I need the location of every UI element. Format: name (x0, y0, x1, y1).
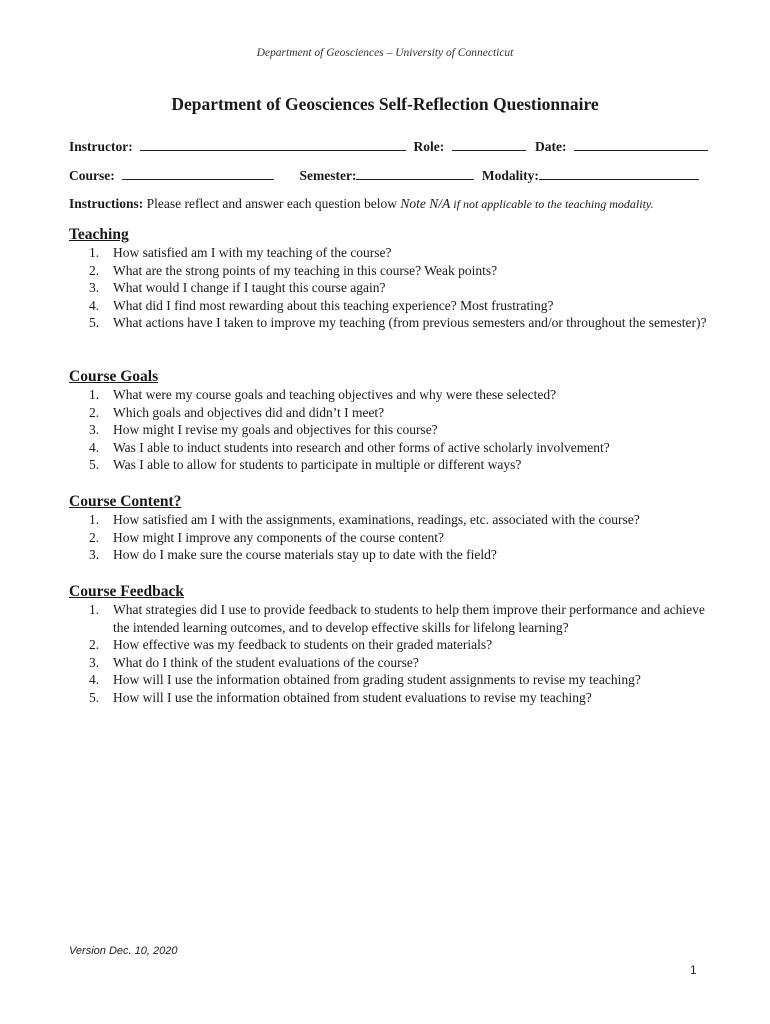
question-number: 1. (89, 387, 100, 402)
question-item (69, 297, 709, 315)
question-number: 4. (89, 672, 100, 687)
question-number: 1. (89, 512, 100, 527)
question-text: How satisfied am I with my teaching of the course? (113, 245, 392, 260)
question-list (69, 511, 709, 564)
question-text: What would I change if I taught this course again? (113, 280, 386, 295)
question-number: 5. (89, 315, 100, 330)
question-number: 2. (89, 637, 100, 652)
instructions-note-rest: if not applicable to the teaching modality. (450, 197, 654, 211)
section-teaching (69, 226, 709, 332)
instructor-blank[interactable] (140, 137, 406, 151)
course-label: Course: (69, 168, 115, 183)
question-text: How will I use the information obtained from student evaluations to revise my teaching? (113, 689, 592, 705)
section-course-goals (69, 368, 709, 474)
question-item (69, 314, 709, 332)
question-number: 5. (89, 689, 100, 705)
instructor-label: Instructor: (69, 139, 133, 154)
question-number: 3. (89, 654, 100, 670)
question-text: Which goals and objectives did and didn’t I meet? (113, 404, 385, 420)
modality-label: Modality: (481, 168, 539, 183)
question-list (69, 244, 709, 332)
question-text: How satisfied am I with the assignments, examinations, readings, etc. associated with the course? (113, 512, 640, 527)
question-item (69, 636, 709, 654)
question-item (69, 601, 709, 636)
question-item (69, 244, 709, 262)
question-number: 3. (89, 280, 100, 295)
course-blank[interactable] (122, 166, 274, 180)
version-footer: Version Dec. 10, 2020 (69, 945, 178, 957)
question-number: 2. (89, 404, 100, 420)
question-item (69, 529, 709, 547)
instructions-text: Please reflect and answer each question below (143, 196, 401, 211)
section-heading: Course Feedback (69, 583, 184, 600)
question-text: How will I use the information obtained from grading student assignments to revise my teaching? (113, 672, 641, 687)
instructions-note: Note N/A (400, 196, 451, 211)
question-number: 2. (89, 262, 100, 278)
question-text: How effective was my feedback to students on their graded materials? (113, 637, 493, 652)
question-item (69, 671, 709, 689)
section-course-content (69, 493, 709, 564)
question-item (69, 386, 709, 404)
instructions-label: Instructions: (69, 196, 144, 211)
role-label: Role: (413, 139, 445, 154)
question-item (69, 262, 709, 280)
question-list (69, 601, 709, 706)
page-number: 1 (690, 963, 697, 977)
semester-label: Semester: (299, 168, 357, 183)
question-number: 2. (89, 529, 100, 545)
question-number: 3. (89, 422, 100, 437)
question-text: What strategies did I use to provide feedback to students to help them improve their performance and achieve the intended learning outcomes, and to develop effective skills for lifelong learning? (113, 602, 705, 635)
header-fields-row-2 (69, 166, 699, 184)
question-number: 4. (89, 439, 100, 455)
question-text: What did I find most rewarding about this teaching experience? Most frustrating? (113, 297, 554, 313)
question-item (69, 404, 709, 422)
question-item (69, 439, 709, 457)
question-text: Was I able to allow for students to participate in multiple or different ways? (113, 457, 522, 472)
question-number: 4. (89, 297, 100, 313)
question-text: How do I make sure the course materials stay up to date with the field? (113, 547, 497, 562)
question-text: Was I able to induct students into research and other forms of active scholarly involvement? (113, 439, 610, 455)
question-item (69, 546, 709, 564)
question-text: What do I think of the student evaluations of the course? (113, 654, 419, 670)
question-text: How might I improve any components of the course content? (113, 529, 445, 545)
header-fields-row-1 (69, 137, 708, 155)
question-item (69, 456, 709, 474)
question-text: What actions have I taken to improve my teaching (from previous semesters and/or throughout the semester)? (113, 315, 707, 330)
modality-blank[interactable] (539, 166, 699, 180)
section-heading: Teaching (69, 226, 129, 243)
date-blank[interactable] (574, 137, 708, 151)
question-item (69, 689, 709, 707)
question-list (69, 386, 709, 474)
section-heading: Course Goals (69, 368, 159, 385)
question-item (69, 511, 709, 529)
question-item (69, 421, 709, 439)
date-label: Date: (535, 139, 567, 154)
question-number: 5. (89, 457, 100, 472)
question-text: How might I revise my goals and objectives for this course? (113, 422, 438, 437)
page-title: Department of Geosciences Self-Reflection Questionnaire (171, 94, 599, 114)
role-blank[interactable] (452, 137, 526, 151)
question-text: What are the strong points of my teaching in this course? Weak points? (113, 262, 498, 278)
question-item (69, 654, 709, 672)
question-number: 1. (89, 245, 100, 260)
semester-blank[interactable] (356, 166, 474, 180)
question-number: 1. (89, 602, 100, 617)
question-number: 3. (89, 547, 100, 562)
section-course-feedback (69, 583, 709, 706)
question-item (69, 279, 709, 297)
section-heading: Course Content? (69, 493, 182, 510)
running-header: Department of Geosciences – University of Connecticut (256, 47, 514, 59)
instructions (69, 196, 709, 212)
question-text: What were my course goals and teaching objectives and why were these selected? (113, 387, 557, 402)
